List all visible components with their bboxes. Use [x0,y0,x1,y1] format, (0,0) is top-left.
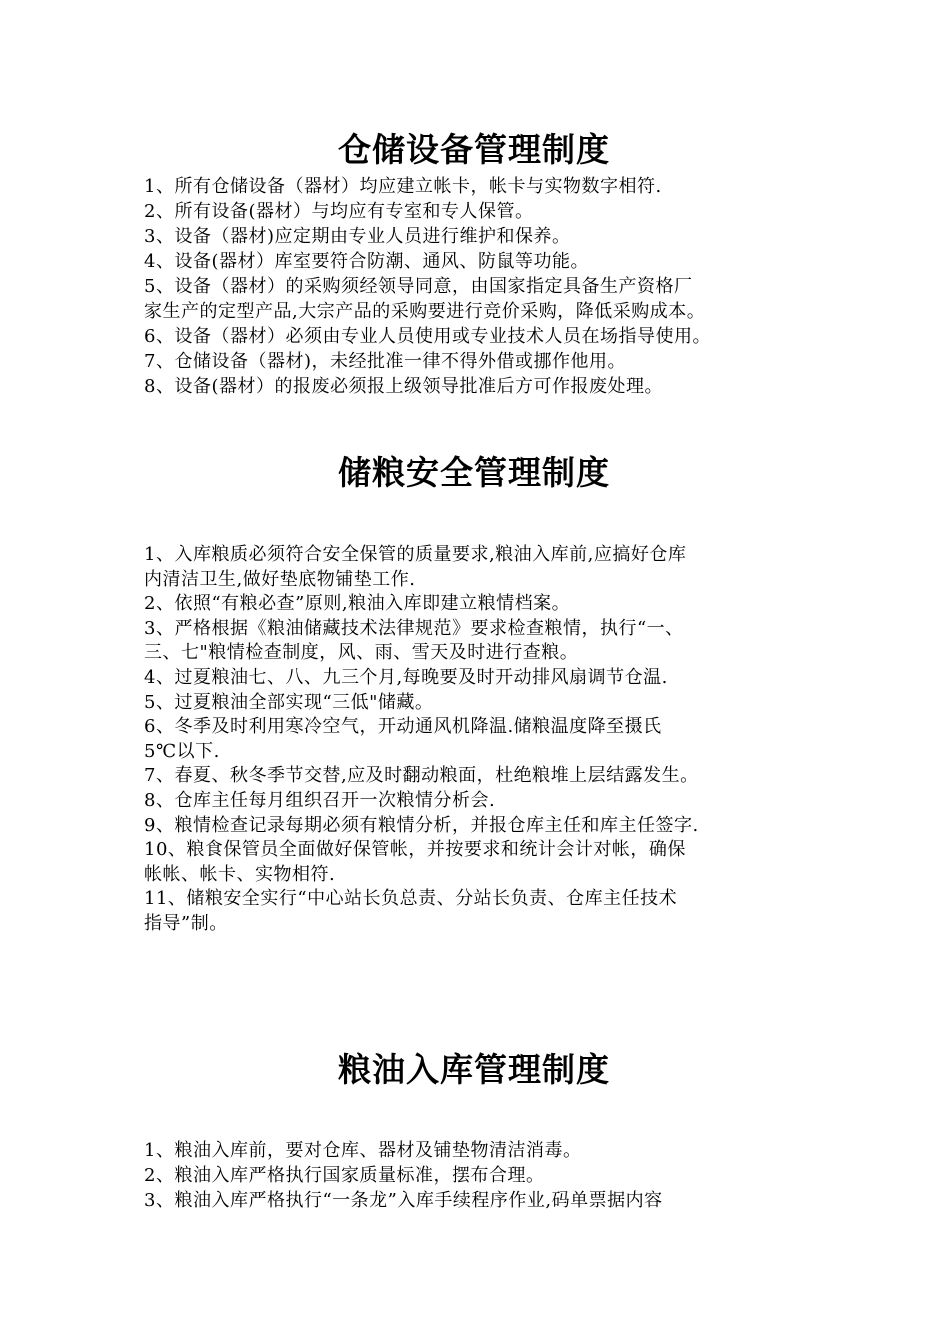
rule-item: 11、储粮安全实行“中心站长负总责、分站长负责、仓库主任技术 指导”制。 [144,888,678,934]
section-storage-equipment [144,130,824,399]
rule-item: 1、入库粮质必须符合安全保管的质量要求,粮油入库前,应搞好仓库 内清洁卫生,做好垫底物铺垫工作. [144,544,687,590]
rule-item: 1、粮油入库前，要对仓库、器材及铺垫物清洁消毒。 [144,1140,582,1161]
section-grain-oil-warehousing [144,1050,824,1213]
rule-item: 9、粮情检查记录每期必须有粮情分析，并报仓库主任和库主任签字. [144,814,699,836]
rule-item: 2、所有设备(器材）与均应有专室和专人保管。 [144,201,534,222]
rule-item: 7、仓储设备（器材)，未经批准一律不得外借或挪作他用。 [144,351,626,372]
rule-item: 7、春夏、秋冬季节交替,应及时翻动粮面，杜绝粮堆上层结露发生。 [144,765,699,787]
rule-item: 2、依照“有粮必查”原则,粮油入库即建立粮情档案。 [144,593,571,615]
rule-item: 10、粮食保管员全面做好保管帐，并按要求和统计会计对帐，确保 帐帐、帐卡、实物相符. [144,839,686,885]
rule-item: 3、粮油入库严格执行“一条龙”入库手续程序作业,码单票据内容 [144,1190,663,1211]
rule-item: 4、设备(器材）库室要符合防潮、通风、防鼠等功能。 [144,251,589,272]
rule-item: 3、设备（器材)应定期由专业人员进行维护和保养。 [144,226,571,247]
rules-list [144,174,824,399]
rule-item: 1、所有仓储设备（器材）均应建立帐卡，帐卡与实物数字相符. [144,176,662,197]
rule-item: 5、设备（器材）的采购须经领导同意，由国家指定具备生产资格厂 家生产的定型产品,大宗产品的采购要进行竞价采购，降低采购成本。 [144,276,706,322]
section-title: 粮油入库管理制度 [338,1050,610,1089]
rules-list [144,543,824,937]
rule-item: 5、过夏粮油全部实现“三低"储藏。 [144,691,434,713]
section-grain-storage-safety [144,453,824,937]
section-title: 仓储设备管理制度 [338,130,610,169]
rules-list [144,1138,824,1213]
rule-item: 6、冬季及时利用寒冷空气，开动通风机降温.储粮温度降至摄氏 5℃以下. [144,716,662,762]
rule-item: 8、仓库主任每月组织召开一次粮情分析会. [144,789,496,811]
rule-item: 2、粮油入库严格执行国家质量标准，摆布合理。 [144,1165,545,1186]
rule-item: 6、设备（器材）必须由专业人员使用或专业技术人员在场指导使用。 [144,326,711,347]
rule-item: 8、设备(器材）的报废必须报上级领导批准后方可作报废处理。 [144,376,663,397]
section-title: 储粮安全管理制度 [338,453,610,492]
rule-item: 3、严格根据《粮油储藏技术法律规范》要求检查粮情，执行“一、 三、七"粮情检查制度，风、雨、雪天及时进行查粮。 [144,617,684,664]
rule-item: 4、过夏粮油七、八、九三个月,每晚要及时开动排风扇调节仓温. [144,666,668,688]
